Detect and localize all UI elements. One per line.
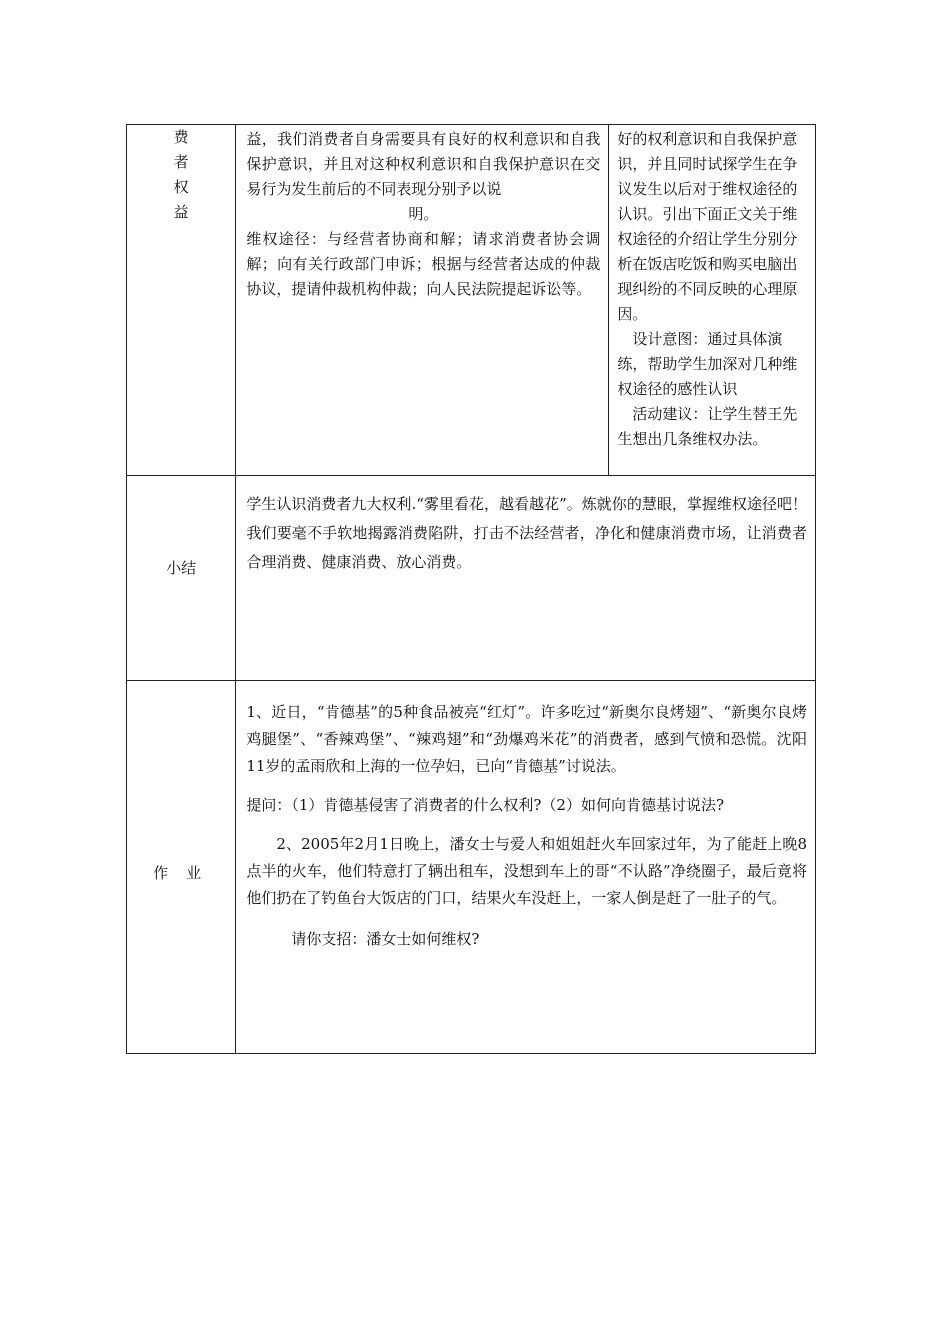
summary-content-cell [236, 476, 816, 681]
notes-paragraph: 好的权利意识和自我保护意识，并且同时试探学生在争议发生以后对于维权途径的认识。引出下面正文关于维权途径的介绍让学生分别分析在饭店吃饭和购买电脑出现纠纷的不同反映的心理原因。 [617, 130, 798, 323]
label-char: 益 [173, 203, 189, 221]
table-row-homework [127, 681, 816, 1054]
summary-label: 小结 [166, 558, 197, 577]
table-row-summary [127, 476, 816, 681]
homework-content-cell [236, 681, 816, 1054]
row-label-consumer-rights [127, 125, 236, 476]
label-char: 权 [173, 178, 189, 196]
design-notes-cell [609, 125, 816, 476]
content-paragraph: 益，我们消费者自身需要具有良好的权利意识和自我保护意识，并且对这种权利意识和自我保护意识在交易行为发生前后的不同表现分别予以说 [246, 130, 601, 198]
design-intent-paragraph: 设计意图：通过具体演练，帮助学生加深对几种维权途径的感性认识 [617, 330, 798, 398]
homework-question-1: 提问：（1）肯德基侵害了消费者的什么权利?（2）如何向肯德基讨说法? [246, 796, 724, 814]
lesson-plan-table [126, 124, 816, 1054]
content-paragraph-end: 明。 [408, 205, 439, 223]
row-label-summary [127, 476, 236, 681]
homework-label: 作业 [153, 863, 220, 882]
label-char: 费 [173, 128, 189, 146]
row-label-homework [127, 681, 236, 1054]
homework-question-2: 请你支招：潘女士如何维权? [291, 930, 480, 948]
homework-item-2: 2、2005年2月1日晚上，潘女士与爱人和姐姐赶火车回家过年，为了能赶上晚8点半的火车，他们特意打了辆出租车，没想到车上的哥“不认路”净绕圈子，最后竟将他们扔在了钓鱼台大饭店的门口，结果火车没赶上，一家人倒是赶了一肚子的气。 [246, 835, 807, 907]
label-char: 者 [173, 153, 189, 171]
activity-suggestion-paragraph: 活动建议：让学生替王先生想出几条维权办法。 [617, 405, 798, 448]
teaching-content-cell [236, 125, 609, 476]
table-row-consumer-rights [127, 125, 816, 476]
rights-protection-paragraph: 维权途径：与经营者协商和解；请求消费者协会调解；向有关行政部门申诉；根据与经营者达成的仲裁协议，提请仲裁机构仲裁；向人民法院提起诉讼等。 [246, 230, 601, 298]
summary-paragraph: 学生认识消费者九大权利.“雾里看花，越看越花”。炼就你的慧眼，掌握维权途径吧！我们要毫不手软地揭露消费陷阱，打击不法经营者，净化和健康消费市场，让消费者合理消费、健康消费、放心消费。 [246, 495, 807, 571]
homework-item-1: 1、近日，“肯德基”的5种食品被亮“红灯”。许多吃过“新奥尔良烤翅”、“新奥尔良烤鸡腿堡”、“香辣鸡堡”、“辣鸡翅”和“劲爆鸡米花”的消费者，感到气愤和恐慌。沈阳11岁的孟雨欣和上海的一位孕妇，已向“肯德基”讨说法。 [246, 703, 807, 775]
